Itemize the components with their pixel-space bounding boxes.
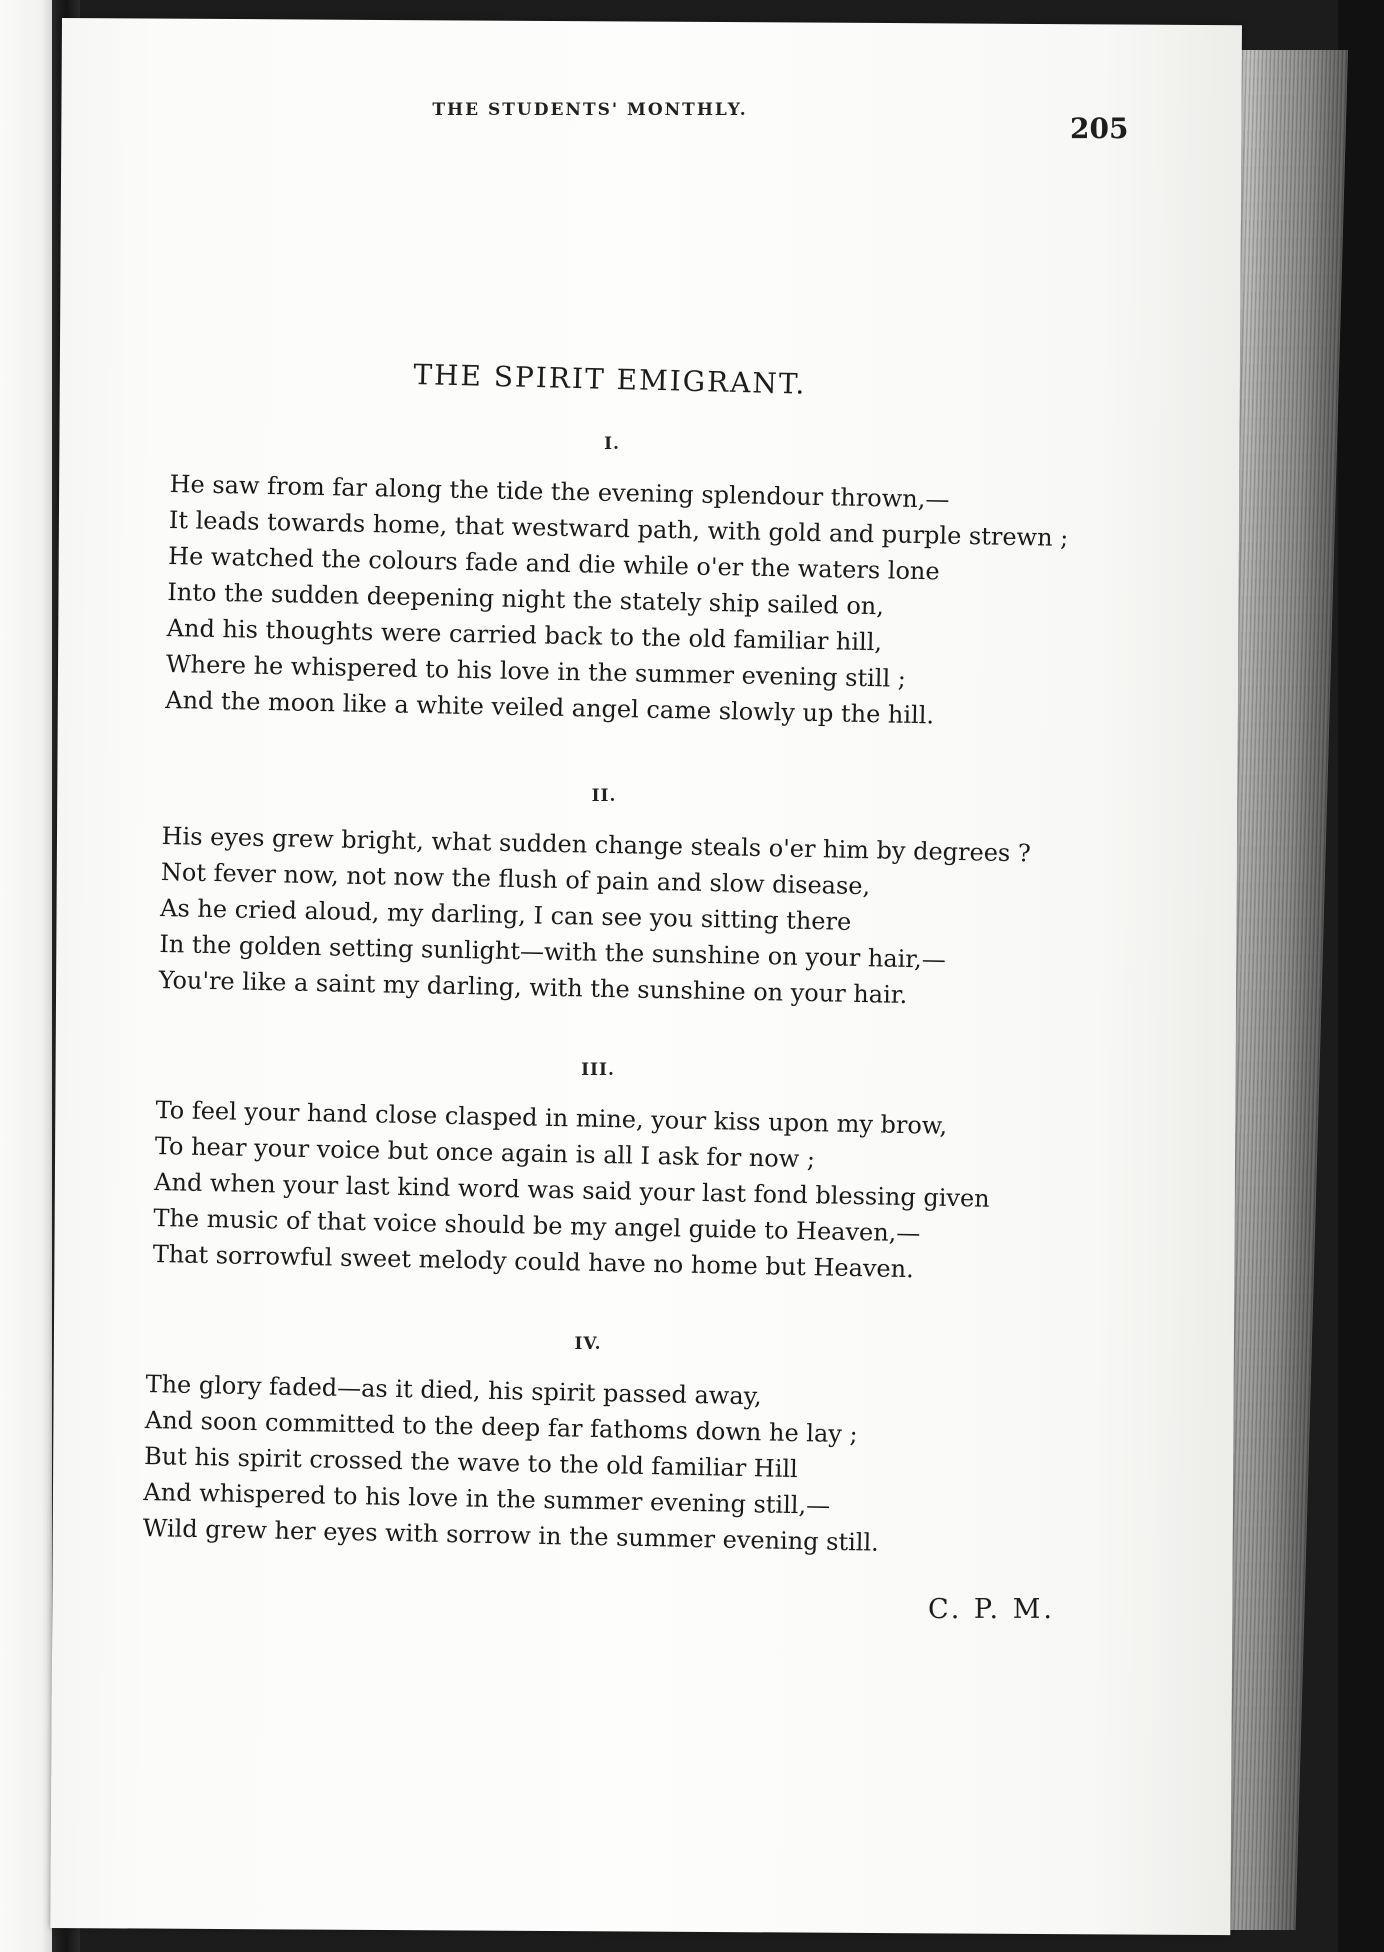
poem-line: To feel your hand close clasped in mine, your kiss upon my brow, — [155, 1095, 948, 1140]
poem-line: Where he whispered to his love in the summer evening still ; — [165, 649, 907, 693]
poem-line: Wild grew her eyes with sorrow in the summer evening still. — [142, 1513, 880, 1557]
poem-line: That sorrowful sweet melody could have no home but Heaven. — [152, 1239, 915, 1284]
stanza-numeral-1: I. — [604, 434, 620, 454]
poem-title: THE SPIRIT EMIGRANT. — [413, 358, 807, 401]
poem-line: The music of that voice should be my angel guide to Heaven,— — [153, 1203, 921, 1248]
poem-line: His eyes grew bright, what sudden change steals o'er him by degrees ? — [161, 821, 1032, 868]
stanza-numeral-2: II. — [591, 786, 617, 806]
stanza-2 — [158, 818, 1031, 1015]
stanza-numeral-4: IV. — [574, 1334, 602, 1354]
poem-line: The glory faded—as it died, his spirit passed away, — [145, 1369, 762, 1411]
poem-line: And whispered to his love in the summer evening still,— — [143, 1477, 831, 1520]
poem-line: But his spirit crossed the wave to the old familiar Hill — [143, 1441, 799, 1484]
running-head: THE STUDENTS' MONTHLY. — [432, 100, 748, 120]
poem-line: In the golden setting sunlight—with the sunshine on your hair,— — [159, 929, 947, 974]
background-shadow — [1338, 0, 1384, 1952]
poem-line: To hear your voice but once again is all I ask for now ; — [154, 1131, 816, 1174]
stanza-4 — [142, 1366, 882, 1561]
poem-line: It leads towards home, that westward path, with gold and purple strewn ; — [168, 505, 1069, 553]
poem-line: And when your last kind word was said your last fond blessing given — [153, 1167, 990, 1213]
author-signature: C. P. M. — [928, 1594, 1055, 1625]
previous-page-edge — [0, 0, 52, 1952]
poem-line: He saw from far along the tide the evening splendour thrown,— — [169, 469, 950, 514]
page-number: 205 — [1070, 112, 1129, 145]
poem-line: And soon committed to the deep far fathoms down he lay ; — [144, 1405, 858, 1449]
poem-line: And his thoughts were carried back to the old familiar hill, — [166, 613, 883, 657]
poem-line: He watched the colours fade and die while o'er the waters lone — [167, 541, 940, 586]
poem-line: Into the sudden deepening night the stately ship sailed on, — [167, 577, 885, 621]
stanza-numeral-3: III. — [581, 1060, 615, 1080]
stanza-1 — [165, 466, 1069, 736]
poem-line: You're like a saint my darling, with the sunshine on your hair. — [158, 965, 908, 1009]
poem-line: As he cried aloud, my darling, I can see you sitting there — [159, 893, 852, 936]
stanza-3 — [152, 1092, 991, 1289]
poem-line: And the moon like a white veiled angel came slowly up the hill. — [165, 685, 935, 730]
poem-line: Not fever now, not now the flush of pain and slow disease, — [160, 857, 871, 901]
